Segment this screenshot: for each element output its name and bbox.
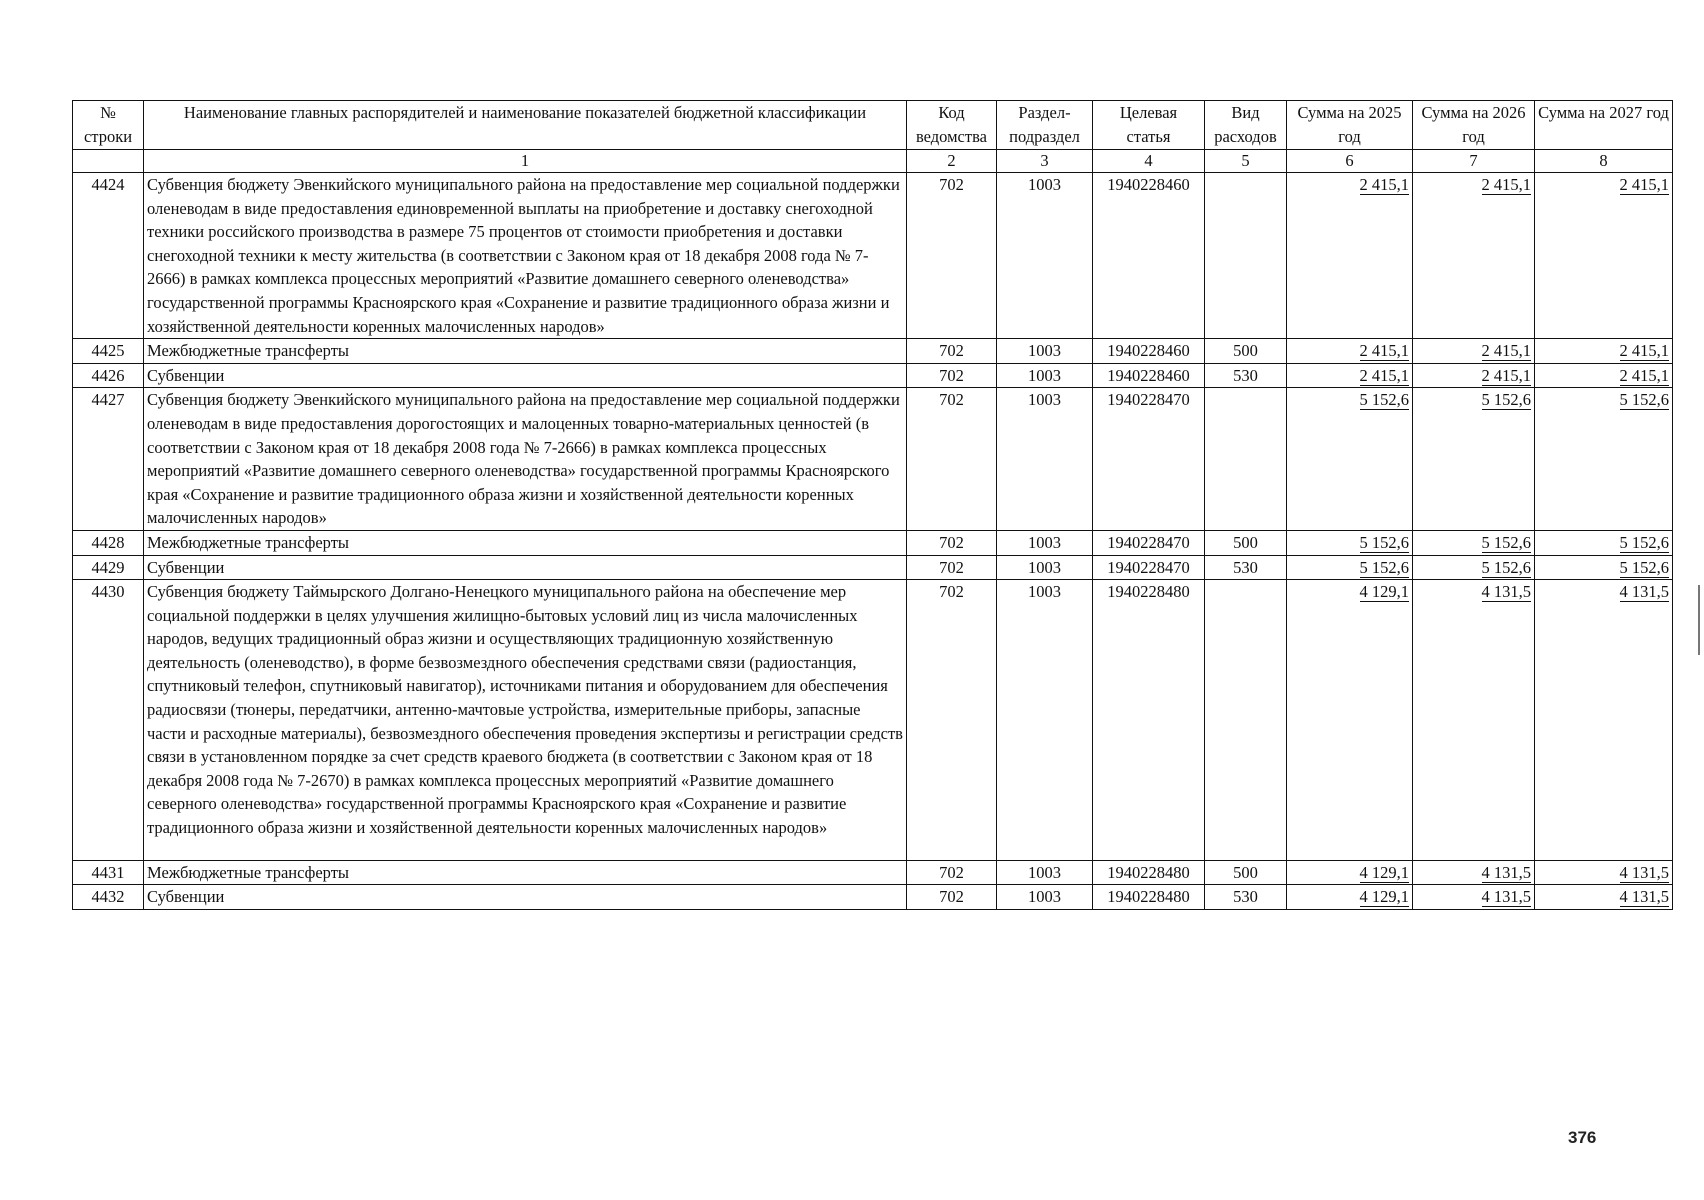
header-section: Раздел-подраздел [997,101,1093,150]
table-row [73,339,1673,364]
row-section: 1003 [997,388,1093,531]
row-name: Субвенция бюджету Эвенкийского муниципального района на предоставление мер социальной поддержки оленеводам в виде предоставления дорогостоящих и малоценных товарно-материальных ценностей (в соответствии с Законом края от 18 декабря 2008 года № 7-2666) в рамках комплекса процессных мероприятий «Развитие домашнего северного оленеводства» государственной программы Красноярского края «Сохранение и развитие традиционного образа жизни и хозяйственной деятельности коренных малочисленных народов» [144,388,907,531]
table-row [73,388,1673,531]
row-expense-kind: 500 [1205,530,1287,555]
table-row [73,530,1673,555]
row-sum-2027: 5 152,6 [1535,555,1673,580]
row-expense-kind: 530 [1205,363,1287,388]
row-sum-2027: 5 152,6 [1535,530,1673,555]
row-department-code: 702 [907,860,997,885]
column-index [73,150,144,173]
table-row [73,860,1673,885]
row-number: 4428 [73,530,144,555]
row-target-article: 1940228460 [1093,339,1205,364]
row-sum-2025: 2 415,1 [1287,363,1413,388]
column-index: 5 [1205,150,1287,173]
row-expense-kind: 500 [1205,339,1287,364]
row-name: Межбюджетные трансферты [144,860,907,885]
row-section: 1003 [997,339,1093,364]
row-name: Субвенции [144,363,907,388]
row-number: 4425 [73,339,144,364]
row-sum-2027: 2 415,1 [1535,339,1673,364]
row-department-code: 702 [907,388,997,531]
row-department-code: 702 [907,555,997,580]
table-row [73,173,1673,339]
row-sum-2026: 4 131,5 [1413,860,1535,885]
row-sum-2025: 5 152,6 [1287,388,1413,531]
column-index-row [73,150,1673,173]
header-sum-2027: Сумма на 2027 год [1535,101,1673,150]
row-sum-2026: 2 415,1 [1413,363,1535,388]
row-target-article: 1940228480 [1093,860,1205,885]
row-sum-2026: 5 152,6 [1413,555,1535,580]
row-target-article: 1940228460 [1093,363,1205,388]
row-sum-2027: 2 415,1 [1535,363,1673,388]
row-sum-2027: 2 415,1 [1535,173,1673,339]
budget-table [72,100,1673,910]
column-index: 7 [1413,150,1535,173]
row-expense-kind [1205,388,1287,531]
row-number: 4424 [73,173,144,339]
column-index: 4 [1093,150,1205,173]
row-department-code: 702 [907,530,997,555]
row-expense-kind: 530 [1205,885,1287,910]
table-header [73,101,1673,150]
row-sum-2026: 4 131,5 [1413,885,1535,910]
row-target-article: 1940228460 [1093,173,1205,339]
column-index: 3 [997,150,1093,173]
row-target-article: 1940228480 [1093,885,1205,910]
column-index: 6 [1287,150,1413,173]
row-sum-2027: 5 152,6 [1535,388,1673,531]
row-sum-2026: 5 152,6 [1413,530,1535,555]
table-row [73,580,1673,861]
page-number: 376 [1568,1128,1597,1147]
row-number: 4430 [73,580,144,861]
row-target-article: 1940228470 [1093,530,1205,555]
row-name: Субвенция бюджету Эвенкийского муниципального района на предоставление мер социальной поддержки оленеводам в виде предоставления единовременной выплаты на приобретение и доставку снегоходной техники российского производства в размере 75 процентов от стоимости приобретения и доставки снегоходной техники к месту жительства (в соответствии с Законом края от 18 декабря 2008 года № 7-2666) в рамках комплекса процессных мероприятий «Развитие домашнего северного оленеводства» государственной программы Красноярского края «Сохранение и развитие традиционного образа жизни и хозяйственной деятельности коренных малочисленных народов» [144,173,907,339]
row-sum-2025: 2 415,1 [1287,173,1413,339]
table-body [73,150,1673,910]
header-name: Наименование главных распорядителей и наименование показателей бюджетной классификации [144,101,907,150]
row-name: Субвенции [144,885,907,910]
row-department-code: 702 [907,339,997,364]
header-sum-2025: Сумма на 2025 год [1287,101,1413,150]
row-number: 4432 [73,885,144,910]
row-sum-2026: 2 415,1 [1413,339,1535,364]
row-name: Субвенция бюджету Таймырского Долгано-Ненецкого муниципального района на обеспечение мер социальной поддержки в целях улучшения жилищно-бытовых условий лиц из числа малочисленных народов, ведущих традиционный образ жизни и осуществляющих традиционную хозяйственную деятельность (оленеводство), в форме безвозмездного обеспечения средствами связи (радиостанция, спутниковый телефон, спутниковый навигатор), источниками питания и оборудованием для обеспечения радиосвязи (тюнеры, передатчики, антенно-мачтовые устройства, измерительные приборы, запасные части и расходные материалы), безвозмездного обеспечения проведения экспертизы и регистрации средств связи в установленном порядке за счет средств краевого бюджета (в соответствии с Законом края от 18 декабря 2008 года № 7-2670) в рамках комплекса процессных мероприятий «Развитие домашнего северного оленеводства» государственной программы Красноярского края «Сохранение и развитие традиционного образа жизни и хозяйственной деятельности коренных малочисленных народов» [144,580,907,861]
row-expense-kind: 530 [1205,555,1287,580]
row-number: 4426 [73,363,144,388]
row-sum-2025: 4 129,1 [1287,885,1413,910]
row-section: 1003 [997,580,1093,861]
table-row [73,363,1673,388]
row-number: 4431 [73,860,144,885]
column-index: 1 [144,150,907,173]
row-sum-2026: 5 152,6 [1413,388,1535,531]
column-index: 8 [1535,150,1673,173]
row-department-code: 702 [907,363,997,388]
row-department-code: 702 [907,580,997,861]
row-sum-2027: 4 131,5 [1535,580,1673,861]
row-section: 1003 [997,860,1093,885]
row-expense-kind [1205,173,1287,339]
row-sum-2026: 4 131,5 [1413,580,1535,861]
header-department-code: Код ведомства [907,101,997,150]
header-target-article: Целевая статья [1093,101,1205,150]
row-section: 1003 [997,555,1093,580]
row-sum-2025: 5 152,6 [1287,555,1413,580]
table-row [73,885,1673,910]
header-row-number: № строки [73,101,144,150]
row-number: 4427 [73,388,144,531]
row-sum-2026: 2 415,1 [1413,173,1535,339]
row-name: Межбюджетные трансферты [144,530,907,555]
row-department-code: 702 [907,885,997,910]
row-target-article: 1940228470 [1093,555,1205,580]
row-name: Межбюджетные трансферты [144,339,907,364]
row-name: Субвенции [144,555,907,580]
row-sum-2025: 4 129,1 [1287,580,1413,861]
header-expense-kind: Вид расходов [1205,101,1287,150]
row-target-article: 1940228480 [1093,580,1205,861]
row-number: 4429 [73,555,144,580]
row-sum-2025: 5 152,6 [1287,530,1413,555]
row-sum-2025: 4 129,1 [1287,860,1413,885]
row-sum-2027: 4 131,5 [1535,885,1673,910]
column-index: 2 [907,150,997,173]
row-section: 1003 [997,363,1093,388]
row-department-code: 702 [907,173,997,339]
row-sum-2025: 2 415,1 [1287,339,1413,364]
row-section: 1003 [997,885,1093,910]
row-section: 1003 [997,173,1093,339]
row-sum-2027: 4 131,5 [1535,860,1673,885]
row-expense-kind: 500 [1205,860,1287,885]
scan-edge-mark [1698,585,1700,655]
table-row [73,555,1673,580]
header-sum-2026: Сумма на 2026 год [1413,101,1535,150]
row-section: 1003 [997,530,1093,555]
row-expense-kind [1205,580,1287,861]
row-target-article: 1940228470 [1093,388,1205,531]
